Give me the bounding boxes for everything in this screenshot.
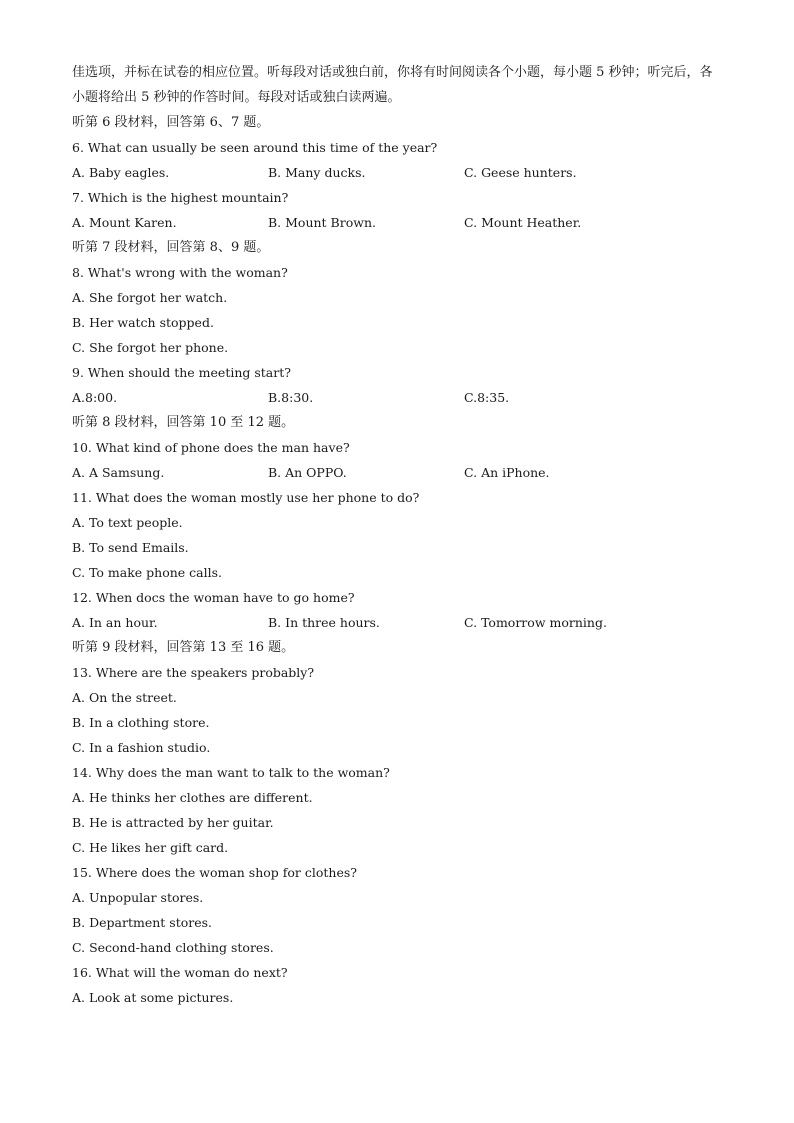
option-b: B. In a clothing store. <box>72 715 210 730</box>
option-c: C. Geese hunters. <box>464 165 577 180</box>
option-c: C. Second-hand clothing stores. <box>72 940 274 955</box>
question-14: 14. Why does the man want to talk to the woman? <box>72 765 390 780</box>
option-a: A. To text people. <box>72 515 183 530</box>
option-b: B. Her watch stopped. <box>72 315 214 330</box>
option-a: A. She forgot her watch. <box>72 290 228 305</box>
section-heading-8: 听第 8 段材料，回答第 10 至 12 题。 <box>72 415 295 430</box>
option-b: B. In three hours. <box>268 615 380 630</box>
option-c: C. An iPhone. <box>464 465 550 480</box>
question-13: 13. Where are the speakers probably? <box>72 665 315 680</box>
section-heading-9: 听第 9 段材料，回答第 13 至 16 题。 <box>72 640 295 655</box>
option-c: C.8:35. <box>464 390 510 405</box>
question-12-options <box>72 610 722 635</box>
option-a: A.8:00. <box>72 390 118 405</box>
option-b: B.8:30. <box>268 390 314 405</box>
option-c: C. To make phone calls. <box>72 565 223 580</box>
exam-page <box>72 60 722 1010</box>
option-a: A. Mount Karen. <box>72 215 177 230</box>
question-7: 7. Which is the highest mountain? <box>72 190 289 205</box>
question-12: 12. When docs the woman have to go home? <box>72 590 355 605</box>
option-c: C. He likes her gift card. <box>72 840 229 855</box>
question-11: 11. What does the woman mostly use her phone to do? <box>72 490 420 505</box>
option-a: A. Unpopular stores. <box>72 890 204 905</box>
question-7-options <box>72 210 722 235</box>
option-b: B. He is attracted by her guitar. <box>72 815 274 830</box>
option-b: B. Many ducks. <box>268 165 366 180</box>
question-6-options <box>72 160 722 185</box>
question-8: 8. What's wrong with the woman? <box>72 265 288 280</box>
question-10: 10. What kind of phone does the man have? <box>72 440 350 455</box>
option-a: A. In an hour. <box>72 615 158 630</box>
option-a: A. On the street. <box>72 690 177 705</box>
option-c: C. Mount Heather. <box>464 215 582 230</box>
section-heading-6: 听第 6 段材料，回答第 6、7 题。 <box>72 115 270 130</box>
section-heading-7: 听第 7 段材料，回答第 8、9 题。 <box>72 240 270 255</box>
question-9-options <box>72 385 722 410</box>
option-b: B. To send Emails. <box>72 540 189 555</box>
question-15: 15. Where does the woman shop for clothes? <box>72 865 357 880</box>
option-a: A. A Samsung. <box>72 465 165 480</box>
question-9: 9. When should the meeting start? <box>72 365 291 380</box>
question-10-options <box>72 460 722 485</box>
option-a: A. Baby eagles. <box>72 165 170 180</box>
option-b: B. Mount Brown. <box>268 215 376 230</box>
question-6: 6. What can usually be seen around this time of the year? <box>72 140 438 155</box>
option-b: B. Department stores. <box>72 915 213 930</box>
option-c: C. Tomorrow morning. <box>464 615 607 630</box>
question-16: 16. What will the woman do next? <box>72 965 288 980</box>
option-c: C. She forgot her phone. <box>72 340 229 355</box>
option-a: A. Look at some pictures. <box>72 990 234 1005</box>
instructions-paragraph: 佳选项，并标在试卷的相应位置。听每段对话或独白前，你将有时间阅读各个小题，每小题 5 秒钟；听完后，各小题将给出 5 秒钟的作答时间。每段对话或独白读两遍。 <box>72 65 713 105</box>
option-a: A. He thinks her clothes are different. <box>72 790 313 805</box>
option-c: C. In a fashion studio. <box>72 740 211 755</box>
option-b: B. An OPPO. <box>268 465 347 480</box>
